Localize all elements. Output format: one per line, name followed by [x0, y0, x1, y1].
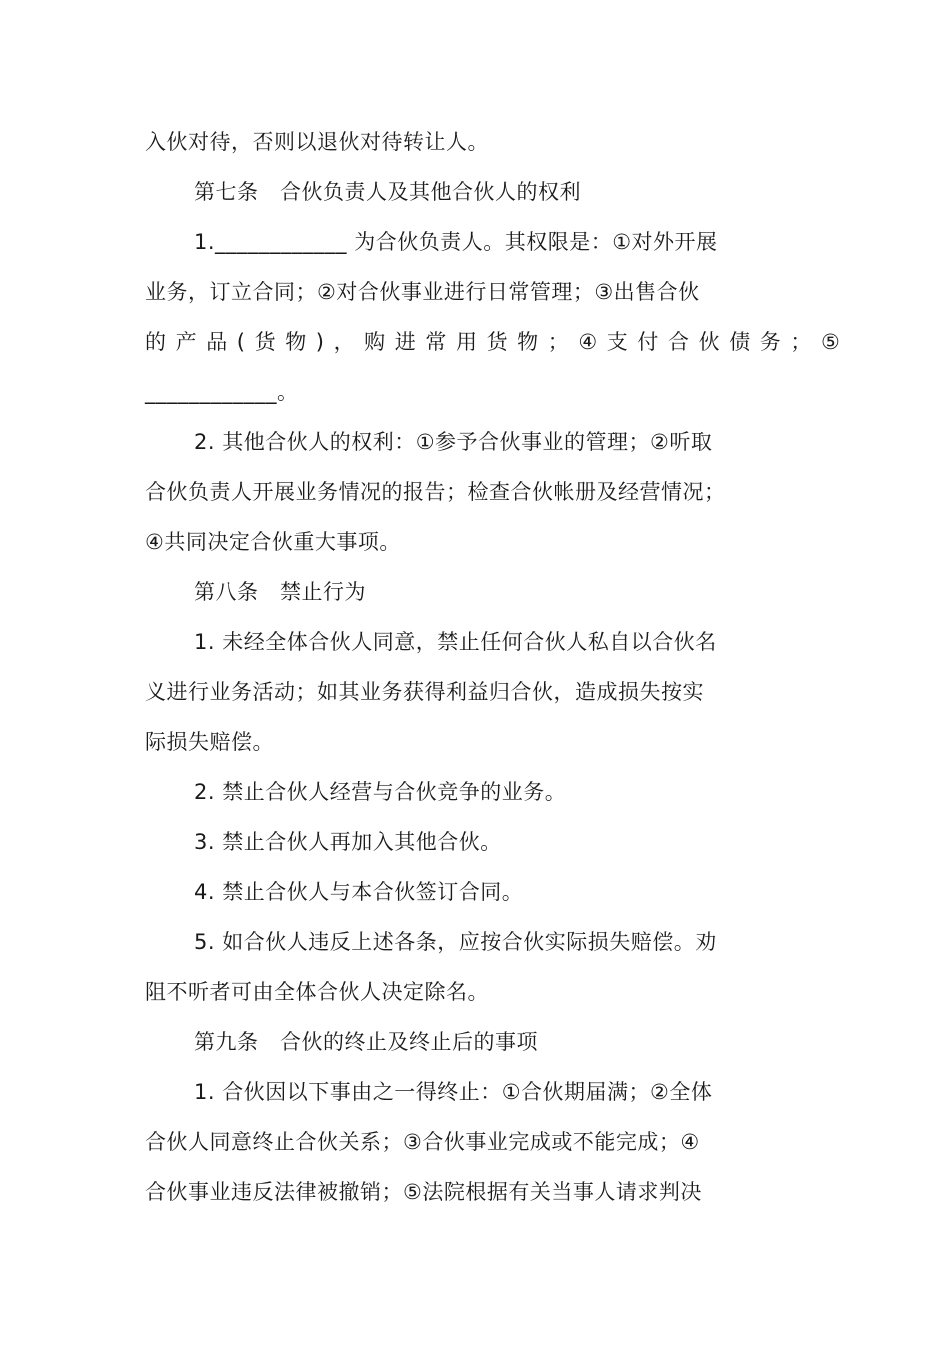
- text-line: 1. 未经全体合伙人同意，禁止任何合伙人私自以合伙名: [194, 630, 717, 654]
- text-line: 4. 禁止合伙人与本合伙签订合同。: [194, 880, 524, 904]
- text-line: ④共同决定合伙重大事项。: [145, 530, 401, 554]
- text-line: ____________。: [145, 380, 299, 404]
- text-line: 合伙人同意终止合伙关系；③合伙事业完成或不能完成；④: [145, 1130, 700, 1154]
- article-heading: 第七条 合伙负责人及其他合伙人的权利: [194, 180, 581, 204]
- text-line: 入伙对待，否则以退伙对待转让人。: [145, 130, 489, 154]
- text-line: 际损失赔偿。: [145, 730, 274, 754]
- text-line: 业务，订立合同；②对合伙事业进行日常管理；③出售合伙: [145, 280, 700, 304]
- text-line: 合伙事业违反法律被撤销；⑤法院根据有关当事人请求判决: [145, 1180, 702, 1204]
- article-heading: 第八条 禁止行为: [194, 580, 366, 604]
- text-line: 1. 合伙因以下事由之一得终止：①合伙期届满；②全体: [194, 1080, 713, 1104]
- text-line: 的产品(货物)，购进常用货物；④支付合伙债务；⑤: [145, 330, 850, 354]
- text-line: 2. 禁止合伙人经营与合伙竞争的业务。: [194, 780, 567, 804]
- text-line: 阻不听者可由全体合伙人决定除名。: [145, 980, 489, 1004]
- text-line: 合伙负责人开展业务情况的报告；检查合伙帐册及经营情况；: [145, 480, 726, 504]
- text-line: 1.____________ 为合伙负责人。其权限是：①对外开展: [194, 230, 718, 254]
- text-line: 义进行业务活动；如其业务获得利益归合伙，造成损失按实: [145, 680, 704, 704]
- text-line: 3. 禁止合伙人再加入其他合伙。: [194, 830, 502, 854]
- text-line: 2. 其他合伙人的权利：①参予合伙事业的管理；②听取: [194, 430, 713, 454]
- article-heading: 第九条 合伙的终止及终止后的事项: [194, 1030, 538, 1054]
- text-line: 5. 如合伙人违反上述各条，应按合伙实际损失赔偿。劝: [194, 930, 717, 954]
